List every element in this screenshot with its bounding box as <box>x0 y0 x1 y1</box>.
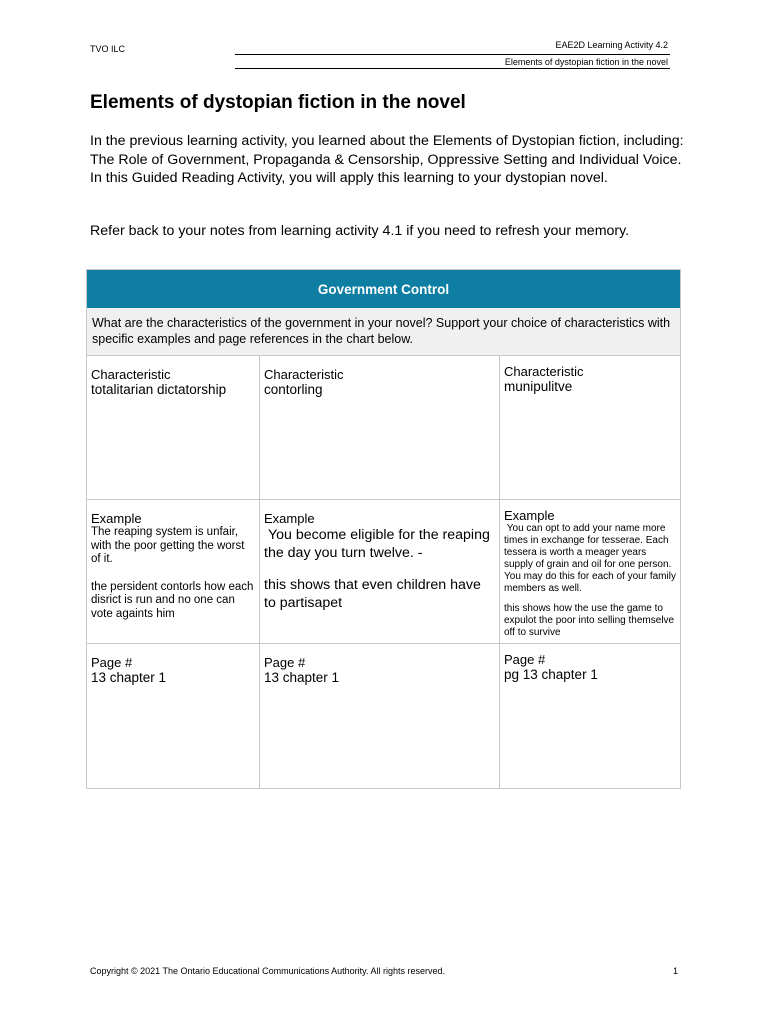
example-text: You can opt to add your name more times in exchange for tesserae. Each tessera is worth a meager years supply of grain and oil for one person. You may do this for each of your family members as well. <box>504 523 679 594</box>
characteristic-cell-2[interactable] <box>260 356 500 499</box>
page-label: Page # <box>264 655 306 670</box>
characteristic-label: Characteristic <box>504 364 584 379</box>
header-rule-bottom <box>235 68 670 69</box>
page-cell-1[interactable] <box>87 644 260 788</box>
header-subtitle: Elements of dystopian fiction in the novel <box>504 57 668 67</box>
example-text: You become eligible for the reaping the day you turn twelve. - <box>264 527 494 561</box>
characteristic-label: Characteristic <box>264 367 344 382</box>
characteristic-value: totalitarian dictatorship <box>91 382 227 397</box>
page-value: 13 chapter 1 <box>264 670 340 685</box>
example-label: Example <box>504 508 555 523</box>
example-cell-2[interactable] <box>260 500 500 643</box>
example-explanation: this shows how the use the game to expulot the poor into selling themselve off to survive <box>504 603 675 638</box>
example-explanation: the persident contorls how each disrict is run and no one can vote againts him <box>91 580 254 620</box>
example-label: Example <box>264 511 315 526</box>
copyright-footer: Copyright © 2021 The Ontario Educational Communications Authority. All rights reserved. <box>90 966 445 976</box>
header-rule-top <box>235 54 670 55</box>
example-text: The reaping system is unfair, with the poor getting the worst of it. <box>91 526 245 565</box>
page-label: Page # <box>504 652 546 667</box>
example-row <box>87 500 680 644</box>
example-cell-3[interactable] <box>500 500 680 643</box>
characteristic-row <box>87 356 680 500</box>
intro-paragraph: In the previous learning activity, you learned about the Elements of Dystopian fiction, including: The Role of Government, Propaganda & Censorship, Oppressive Setting and Individual Voice. In this Guided Reading Activity, you will apply this learning to your dystopian novel. <box>90 133 684 186</box>
page-cell-2[interactable] <box>260 644 500 788</box>
page-value: 13 chapter 1 <box>91 670 167 685</box>
characteristic-value: contorling <box>264 382 323 397</box>
page-cell-3[interactable] <box>500 644 680 788</box>
characteristic-label: Characteristic <box>91 367 171 382</box>
page-value: pg 13 chapter 1 <box>504 667 598 682</box>
header-activity: EAE2D Learning Activity 4.2 <box>555 40 668 50</box>
table-prompt: What are the characteristics of the government in your novel? Support your choice of characteristics with specific examples and page references in the chart below. <box>87 308 680 356</box>
government-control-table <box>86 269 681 789</box>
page-number: 1 <box>672 966 678 976</box>
page-title: Elements of dystopian fiction in the novel <box>90 92 466 113</box>
example-cell-1[interactable] <box>87 500 260 643</box>
page-row <box>87 644 680 788</box>
characteristic-cell-1[interactable] <box>87 356 260 499</box>
refer-paragraph: Refer back to your notes from learning activity 4.1 if you need to refresh your memory. <box>90 223 630 239</box>
characteristic-value: munipulitve <box>504 379 573 394</box>
page-label: Page # <box>91 655 133 670</box>
table-heading: Government Control <box>87 270 680 308</box>
example-label: Example <box>91 511 142 526</box>
header-org: TVO ILC <box>90 44 126 54</box>
characteristic-cell-3[interactable] <box>500 356 680 499</box>
example-explanation: this shows that even children have to partisapet <box>264 577 481 611</box>
